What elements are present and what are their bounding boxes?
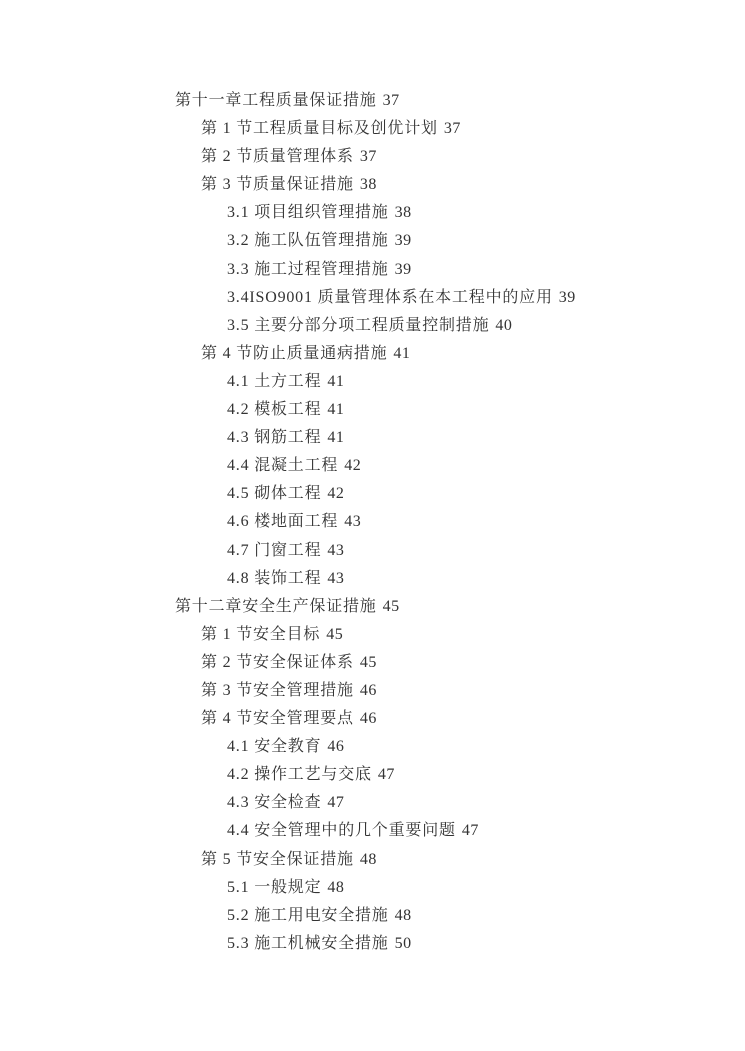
toc-entry <box>0 733 745 761</box>
toc-entry-page: 43 <box>327 569 345 587</box>
toc-entry <box>0 143 745 171</box>
toc-entry-label: 5.1 一般规定 <box>227 878 322 896</box>
toc-entry-label: 4.8 装饰工程 <box>227 569 322 587</box>
toc-entry-label: 3.5 主要分部分项工程质量控制措施 <box>227 316 490 334</box>
toc-entry-label: 5.3 施工机械安全措施 <box>227 934 389 952</box>
toc-entry-page: 47 <box>461 822 479 840</box>
toc-entry-page: 48 <box>327 878 345 896</box>
toc-entry <box>0 705 745 733</box>
toc-entry-label: 第 2 节安全保证体系 <box>201 653 354 671</box>
toc-entry-page: 39 <box>394 260 412 278</box>
toc-entry <box>0 171 745 199</box>
toc-entry-label: 第 2 节质量管理体系 <box>201 148 354 166</box>
toc-entry-label: 4.4 安全管理中的几个重要问题 <box>227 822 456 840</box>
toc-entry-label: 第 1 节安全目标 <box>201 625 321 643</box>
toc-entry <box>0 87 745 115</box>
toc-entry-label: 第 3 节安全管理措施 <box>201 681 354 699</box>
toc-entry <box>0 284 745 312</box>
toc-entry <box>0 677 745 705</box>
toc-entry-page: 37 <box>443 120 461 138</box>
toc-entry-page: 45 <box>326 625 344 643</box>
toc-entry <box>0 621 745 649</box>
toc-entry-label: 4.4 混凝土工程 <box>227 457 339 475</box>
toc-entry-label: 第十二章安全生产保证措施 <box>175 597 377 615</box>
toc-entry <box>0 565 745 593</box>
toc-entry-label: 4.1 土方工程 <box>227 372 322 390</box>
toc-entry-page: 38 <box>359 176 377 194</box>
toc-entry-label: 第 4 节安全管理要点 <box>201 710 354 728</box>
toc-entry-page: 47 <box>377 766 395 784</box>
toc-entry-label: 4.3 钢筋工程 <box>227 429 322 447</box>
toc-entry-page: 45 <box>382 597 400 615</box>
toc-entry <box>0 508 745 536</box>
toc-entry-page: 48 <box>394 906 412 924</box>
toc-entry-label: 4.5 砌体工程 <box>227 485 322 503</box>
toc-entry-page: 41 <box>327 401 345 419</box>
toc-entry-page: 42 <box>327 485 345 503</box>
toc-entry-page: 46 <box>359 681 377 699</box>
toc-entry <box>0 480 745 508</box>
toc-entry <box>0 817 745 845</box>
toc-entry <box>0 537 745 565</box>
toc-entry-page: 39 <box>394 232 412 250</box>
toc-entry-label: 第 5 节安全保证措施 <box>201 850 354 868</box>
toc-entry-label: 4.3 安全检查 <box>227 794 322 812</box>
toc-entry-label: 3.3 施工过程管理措施 <box>227 260 389 278</box>
toc-entry <box>0 368 745 396</box>
toc-entry-page: 41 <box>327 429 345 447</box>
toc-entry <box>0 396 745 424</box>
toc-entry <box>0 256 745 284</box>
toc-entry-label: 第 3 节质量保证措施 <box>201 176 354 194</box>
toc-entry <box>0 930 745 958</box>
toc-entry <box>0 593 745 621</box>
toc-entry-label: 3.1 项目组织管理措施 <box>227 204 389 222</box>
toc-entry-page: 38 <box>394 204 412 222</box>
toc-entry-page: 37 <box>359 148 377 166</box>
toc-entry <box>0 199 745 227</box>
toc-entry-page: 47 <box>327 794 345 812</box>
toc-entry-page: 46 <box>359 710 377 728</box>
toc-entry-label: 4.6 楼地面工程 <box>227 513 339 531</box>
toc-entry <box>0 227 745 255</box>
toc-entry <box>0 902 745 930</box>
toc-entry <box>0 452 745 480</box>
toc-entry <box>0 424 745 452</box>
toc-entry-page: 40 <box>495 316 513 334</box>
toc-entry-label: 4.2 模板工程 <box>227 401 322 419</box>
toc-entry-page: 41 <box>327 372 345 390</box>
toc-entry-label: 4.7 门窗工程 <box>227 541 322 559</box>
toc-entry-label: 5.2 施工用电安全措施 <box>227 906 389 924</box>
toc-entry-label: 3.2 施工队伍管理措施 <box>227 232 389 250</box>
toc-entry-page: 43 <box>327 541 345 559</box>
toc-entry-page: 48 <box>359 850 377 868</box>
toc-entry-page: 50 <box>394 934 412 952</box>
toc-entry-label: 4.1 安全教育 <box>227 738 322 756</box>
toc-entry-label: 第十一章工程质量保证措施 <box>175 92 377 109</box>
toc-entry <box>0 761 745 789</box>
toc-entry <box>0 649 745 677</box>
toc-entry <box>0 874 745 902</box>
toc-list <box>0 87 745 958</box>
toc-entry-label: 3.4ISO9001 质量管理体系在本工程中的应用 <box>227 288 553 306</box>
toc-entry <box>0 312 745 340</box>
toc-entry-page: 46 <box>327 738 345 756</box>
toc-entry-label: 第 1 节工程质量目标及创优计划 <box>201 120 438 138</box>
toc-entry <box>0 115 745 143</box>
toc-entry <box>0 789 745 817</box>
toc-entry-page: 37 <box>382 92 400 109</box>
toc-entry-label: 第 4 节防止质量通病措施 <box>201 344 388 362</box>
toc-entry-page: 41 <box>393 344 411 362</box>
toc-entry-label: 4.2 操作工艺与交底 <box>227 766 372 784</box>
toc-entry <box>0 340 745 368</box>
toc-entry-page: 43 <box>344 513 362 531</box>
toc-entry-page: 45 <box>359 653 377 671</box>
toc-entry-page: 39 <box>558 288 576 306</box>
toc-entry <box>0 846 745 874</box>
toc-entry-page: 42 <box>344 457 362 475</box>
